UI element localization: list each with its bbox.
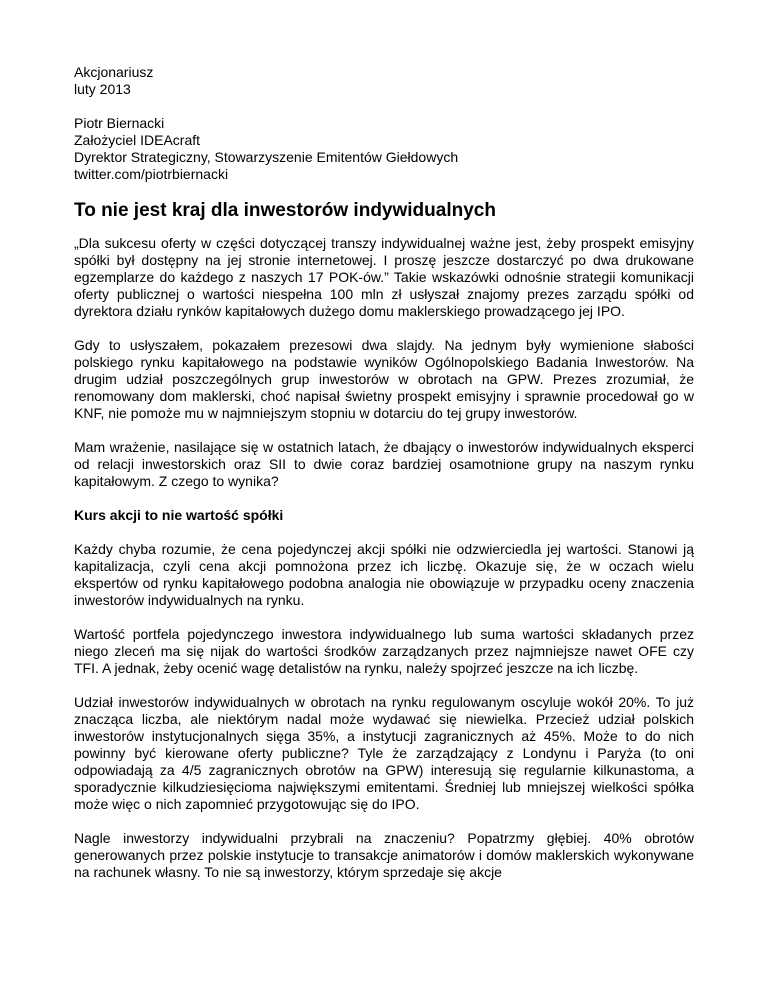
paragraph-5: Wartość portfela pojedynczego inwestora indywidualnego lub suma wartości składanych przez niego zleceń ma się nijak do wartości środków zarządzanych przez najmniejsze nawet OFE czy TFI. A jednak, żeby ocenić wagę detalistów na rynku, należy spojrzeć jeszcze na ich liczbę. [74, 626, 694, 676]
paragraph-2: Gdy to usłyszałem, pokazałem prezesowi dwa slajdy. Na jednym były wymienione słabości polskiego rynku kapitałowego na podstawie wyników Ogólnopolskiego Badania Inwestorów. Na drugim udział poszczególnych grup inwestorów w obrotach na GPW. Prezes zrozumiał, że renomowany dom maklerski, choć napisał świetny prospekt emisyjny i sprawnie procedował go w KNF, nie pomoże mu w najmniejszym stopniu w dotarciu do tej grupy inwestorów. [74, 337, 694, 421]
paragraph-3: Mam wrażenie, nasilające się w ostatnich latach, że dbający o inwestorów indywidualnych eksperci od relacji inwestorskich oraz SII to dwie coraz bardziej osamotnione grupy na naszym rynku kapitałowym. Z czego to wynika? [74, 439, 694, 489]
author-role-director: Dyrektor Strategiczny, Stowarzyszenie Emitentów Giełdowych [74, 149, 459, 165]
author-role-founder: Założyciel IDEAcraft [74, 132, 201, 148]
publication-name: Akcjonariusz [74, 64, 154, 80]
paragraph-7: Nagle inwestorzy indywidualni przybrali na znaczeniu? Popatrzmy głębiej. 40% obrotów generowanych przez polskie instytucje to transakcje animatorów i domów maklerskich wykonywane na rachunek własny. To nie są inwestorzy, którym sprzedaje się akcje [74, 830, 694, 880]
author-block [74, 115, 694, 183]
publication-date: luty 2013 [74, 81, 131, 97]
article-title: To nie jest kraj dla inwestorów indywidualnych [74, 200, 496, 221]
author-name: Piotr Biernacki [74, 115, 165, 131]
paragraph-6: Udział inwestorów indywidualnych w obrotach na rynku regulowanym oscyluje wokół 20%. To już znacząca liczba, ale niektórym nadal może wydawać się niewielka. Przecież udział polskich inwestorów instytucjonalnych sięga 35%, a instytucji zagranicznych aż 45%. Może to do nich powinny być kierowane oferty publiczne? Tyle że zarządzający z Londynu i Paryża (to oni odpowiadają za 4/5 zagranicznych obrotów na GPW) interesują się regularnie kilkunastoma, a sporadycznie kilkudziesięcioma największymi emitentami. Średniej lub mniejszej wielkości spółka może więc o nich zapomnieć przygotowując się do IPO. [74, 694, 694, 812]
section-subheading: Kurs akcji to nie wartość spółki [74, 507, 284, 523]
publication-info [74, 64, 694, 98]
author-twitter: twitter.com/piotrbiernacki [74, 166, 229, 182]
paragraph-4: Każdy chyba rozumie, że cena pojedynczej akcji spółki nie odzwierciedla jej wartości. Stanowi ją kapitalizacja, czyli cena akcji pomnożona przez ich liczbę. Okazuje się, że w oczach wielu ekspertów od rynku kapitałowego podobna analogia nie obowiązuje w przypadku oceny znaczenia inwestorów indywidualnych na rynku. [74, 541, 694, 608]
paragraph-1: „Dla sukcesu oferty w części dotyczącej transzy indywidualnej ważne jest, żeby prospekt emisyjny spółki był dostępny na jej stronie internetowej. I proszę jeszcze dostarczyć po dwa drukowane egzemplarze do każdego z naszych 17 POK-ów.” Takie wskazówki odnośnie strategii komunikacji oferty publicznej o wartości niespełna 100 mln zł usłyszał znajomy prezes zarządu spółki od dyrektora działu rynków kapitałowych dużego domu maklerskiego prowadzącego jej IPO. [74, 235, 694, 319]
